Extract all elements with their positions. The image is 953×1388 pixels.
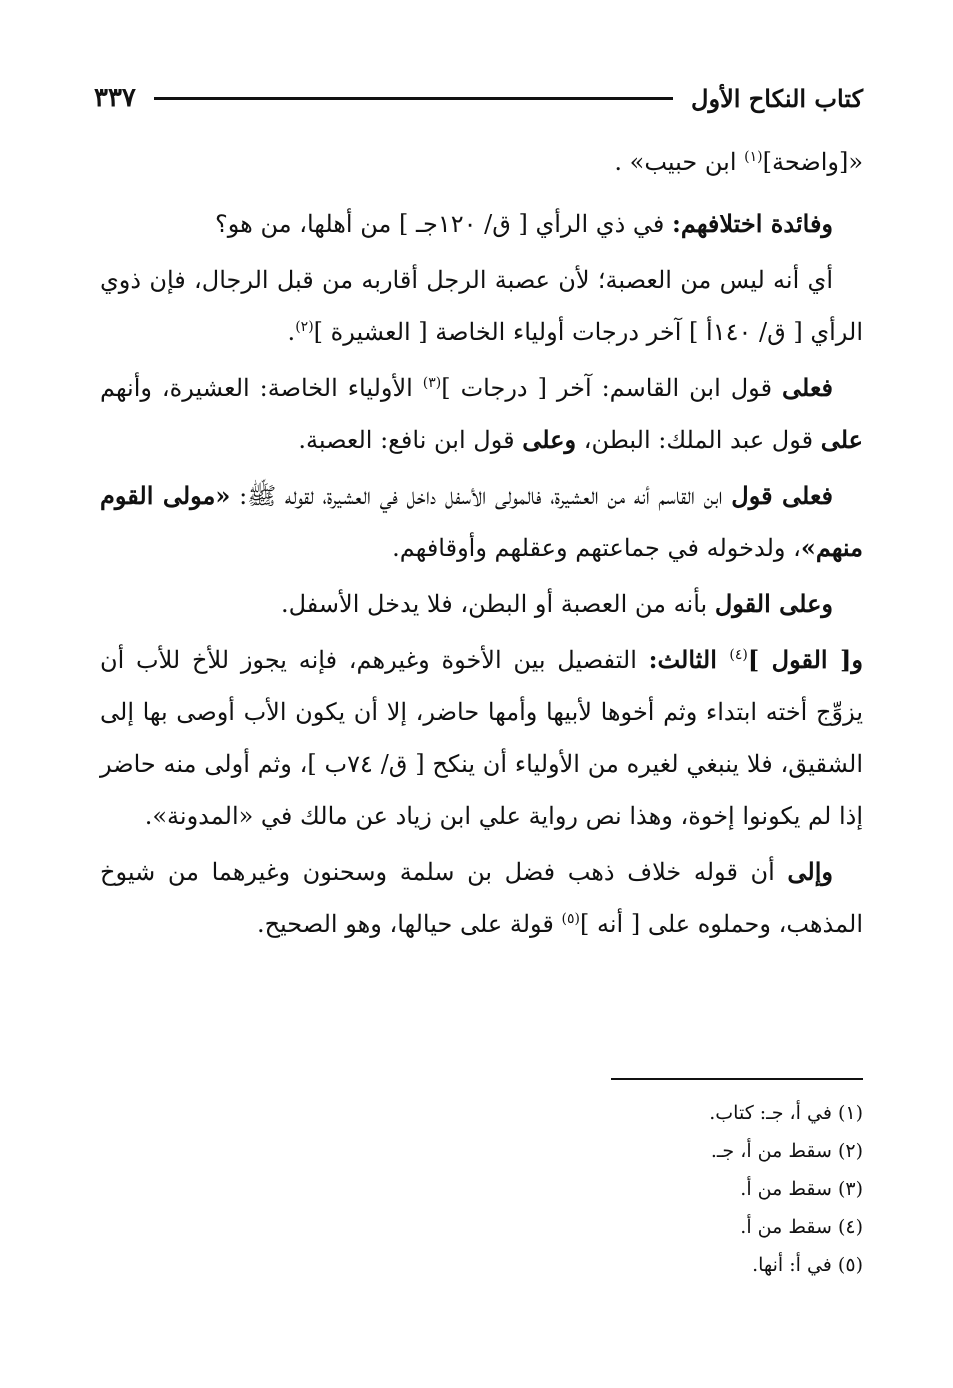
header-rule	[154, 97, 673, 100]
footnote-5: (٥) في أ: أنها.	[752, 1254, 863, 1276]
paragraph-2	[100, 198, 863, 250]
text: .	[287, 318, 296, 346]
bold-lead: و[ القول ]	[747, 645, 863, 674]
bold-lead: وفائدة اختلافهم:	[671, 209, 833, 238]
bold-lead: وعلى القول	[714, 589, 833, 618]
main-text	[100, 136, 863, 954]
bold-lead: وإلى	[787, 857, 833, 886]
text: قول ابن نافع: العصبة.	[298, 426, 523, 454]
paragraph-1	[100, 136, 863, 188]
text: الأولياء الخاصة: العشيرة، وأنهم	[100, 374, 423, 402]
paragraph-5	[100, 470, 863, 574]
page-number: ٣٣٧	[94, 83, 136, 113]
bold-word: وعلى	[522, 425, 577, 454]
text: في ذي الرأي [ ق/ ١٢٠جـ ] من أهلها، من هو؟	[215, 210, 672, 238]
footnote-2: (٢) سقط من أ، جـ.	[710, 1140, 863, 1162]
footnote-4: (٤) سقط من أ.	[740, 1216, 863, 1238]
text: ، ولدخوله في جماعتهم وعقلهم وأوقافهم.	[392, 534, 801, 562]
paragraph-7	[100, 634, 863, 842]
bold-lead: فعلى	[782, 373, 833, 402]
footnotes	[463, 1094, 863, 1284]
hadith-quote: «مولى القوم منهم»	[100, 481, 863, 562]
running-header	[94, 78, 863, 118]
text: «[واضحة]	[762, 148, 863, 176]
chapter-title: كتاب النكاح الأول	[691, 83, 863, 113]
text: قول عبد الملك: البطن،	[576, 426, 821, 454]
bold-lead: الثالث:	[648, 645, 730, 674]
text: ابن القاسم أنه من العشيرة، فالمولى الأسفل داخل في العشيرة، لقوله ﷺ:	[230, 482, 732, 510]
footnote-marker: (٣)	[422, 375, 442, 391]
footnote-rule	[611, 1078, 863, 1080]
text: بأنه من العصبة أو البطن، فلا يدخل الأسفل.	[280, 590, 715, 618]
bold-lead: فعلى قول	[731, 481, 834, 510]
footnote-3: (٣) سقط من أ.	[740, 1178, 863, 1200]
footnote-marker: (٢)	[295, 319, 314, 335]
text: التفصيل بين الأخوة وغيرهم، فإنه يجوز للأخ للأب أن يزوِّج أخته ابتداء وثم أخوها لأبيها وأمها حاضر، إلا أن يكون الأب أوصى بها إلى الشقيق، فلا ينبغي لغيره من الأولياء أن ينكح [ ق/ ٧٤ب ]، وثم أولى منه حاضر إذا لم يكونوا إخوة، وهذا نص رواية علي ابن زياد عن مالك في «المدونة».	[100, 646, 863, 830]
bold-word: على	[820, 425, 863, 454]
paragraph-4	[100, 362, 863, 466]
text: أن قوله خلاف ذهب فضل بن سلمة وسحنون وغيرهما من شيوخ المذهب، وحملوه على [ أنه ]	[100, 858, 863, 938]
paragraph-6	[100, 578, 863, 630]
paragraph-3	[100, 254, 863, 358]
text: أي أنه ليس من العصبة؛ لأن عصبة الرجل أقاربه من قبل الرجال، فإن ذوي الرأي [ ق/ ١٤٠أ ] آخر درجات أولياء الخاصة [ العشيرة ]	[100, 266, 863, 346]
footnote-marker: (٤)	[729, 647, 748, 663]
footnote-1: (١) في أ، جـ: كتاب.	[709, 1102, 863, 1124]
text: قول ابن القاسم: آخر [ درجات ]	[441, 374, 782, 402]
text: قولة على حيالها، وهو الصحيح.	[256, 910, 562, 938]
paragraph-8	[100, 846, 863, 950]
text: ابن حبيب» .	[614, 148, 745, 176]
footnote-marker: (٥)	[561, 911, 580, 927]
footnote-marker: (١)	[744, 149, 763, 165]
